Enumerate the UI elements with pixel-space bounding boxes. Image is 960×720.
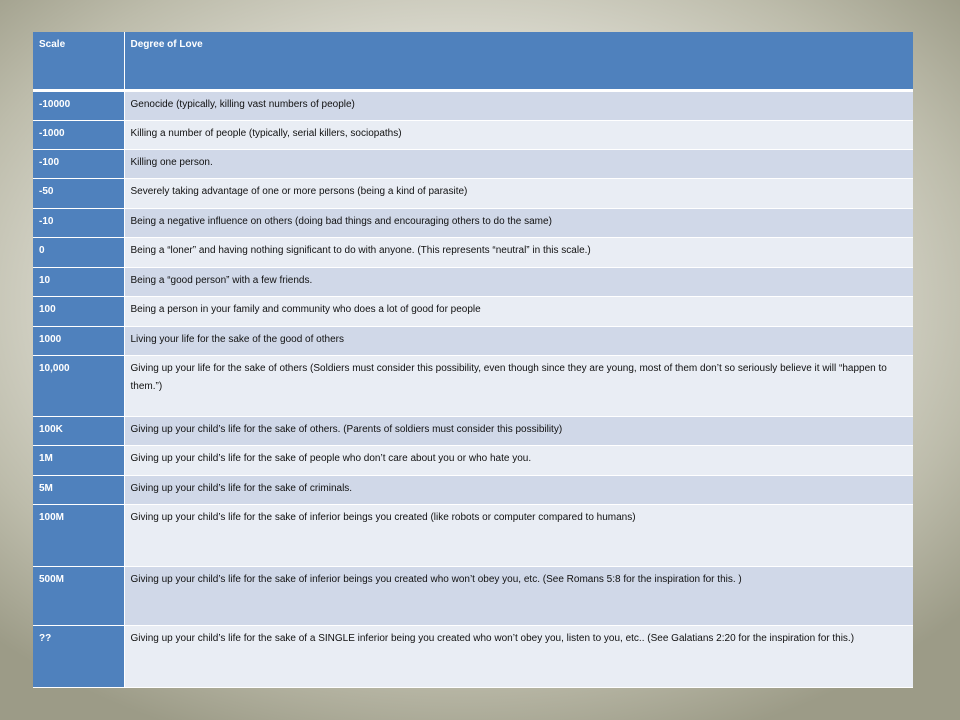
scale-cell: 10,000 xyxy=(33,355,124,416)
description-cell: Being a “good person” with a few friends. xyxy=(124,267,913,296)
scale-cell: 0 xyxy=(33,237,124,267)
description-cell: Killing one person. xyxy=(124,149,913,178)
table-row xyxy=(33,237,913,267)
table-header-row xyxy=(33,32,913,90)
scale-cell: -10 xyxy=(33,208,124,237)
scale-cell: 1M xyxy=(33,445,124,475)
table-row xyxy=(33,149,913,178)
description-cell: Living your life for the sake of the good of others xyxy=(124,326,913,355)
table-row xyxy=(33,566,913,625)
description-cell: Killing a number of people (typically, serial killers, sociopaths) xyxy=(124,120,913,149)
scale-cell: 100M xyxy=(33,504,124,566)
table-row xyxy=(33,267,913,296)
scale-cell: 500M xyxy=(33,566,124,625)
description-cell: Being a “loner” and having nothing significant to do with anyone. (This represents “neutral” in this scale.) xyxy=(124,237,913,267)
table-row xyxy=(33,208,913,237)
table-row xyxy=(33,416,913,445)
scale-cell: 10 xyxy=(33,267,124,296)
description-cell: Giving up your child’s life for the sake of others. (Parents of soldiers must consider this possibility) xyxy=(124,416,913,445)
table-row xyxy=(33,504,913,566)
description-cell: Genocide (typically, killing vast numbers of people) xyxy=(124,90,913,120)
description-cell: Giving up your life for the sake of others (Soldiers must consider this possibility, even though since they are young, most of them don’t so seriously believe it will “happen to them.”) xyxy=(124,355,913,416)
description-cell: Severely taking advantage of one or more persons (being a kind of parasite) xyxy=(124,178,913,208)
table-row xyxy=(33,178,913,208)
scale-cell: -1000 xyxy=(33,120,124,149)
scale-cell: 5M xyxy=(33,475,124,504)
scale-cell: -100 xyxy=(33,149,124,178)
table-row xyxy=(33,475,913,504)
table-row xyxy=(33,355,913,416)
scale-cell: 100K xyxy=(33,416,124,445)
table-row xyxy=(33,625,913,687)
degree-of-love-table xyxy=(33,32,913,688)
table-row xyxy=(33,120,913,149)
description-cell: Being a negative influence on others (doing bad things and encouraging others to do the same) xyxy=(124,208,913,237)
header-scale: Scale xyxy=(33,32,124,90)
description-cell: Being a person in your family and community who does a lot of good for people xyxy=(124,296,913,326)
table-row xyxy=(33,445,913,475)
table-row xyxy=(33,90,913,120)
description-cell: Giving up your child’s life for the sake of inferior beings you created who won’t obey you, etc. (See Romans 5:8 for the inspiration for this. ) xyxy=(124,566,913,625)
table-row xyxy=(33,326,913,355)
description-cell: Giving up your child’s life for the sake of criminals. xyxy=(124,475,913,504)
scale-cell: -10000 xyxy=(33,90,124,120)
header-degree-of-love: Degree of Love xyxy=(124,32,913,90)
table-row xyxy=(33,296,913,326)
scale-cell: 100 xyxy=(33,296,124,326)
description-cell: Giving up your child’s life for the sake of a SINGLE inferior being you created who won’t obey you, listen to you, etc.. (See Galatians 2:20 for the inspiration for this.) xyxy=(124,625,913,687)
scale-cell: -50 xyxy=(33,178,124,208)
description-cell: Giving up your child’s life for the sake of inferior beings you created (like robots or computer compared to humans) xyxy=(124,504,913,566)
description-cell: Giving up your child’s life for the sake of people who don’t care about you or who hate you. xyxy=(124,445,913,475)
scale-cell: ?? xyxy=(33,625,124,687)
scale-cell: 1000 xyxy=(33,326,124,355)
